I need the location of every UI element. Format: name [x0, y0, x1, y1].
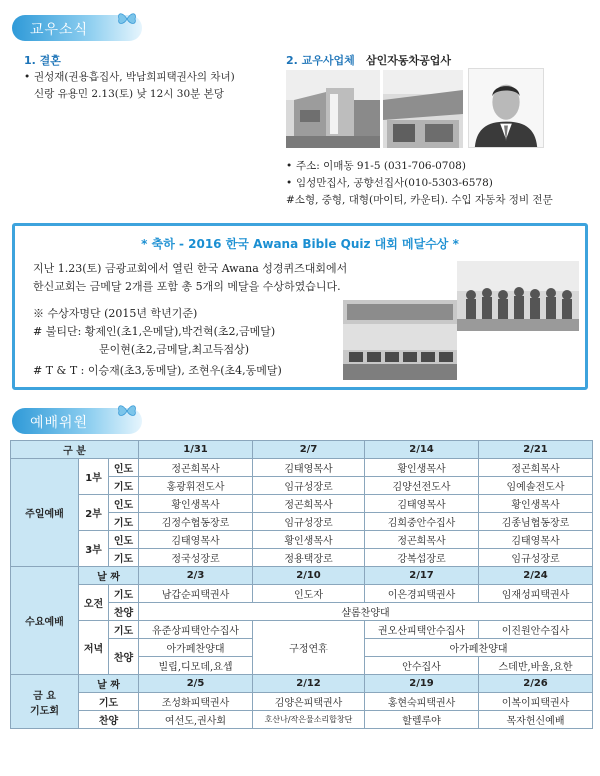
- table-row: [11, 585, 593, 603]
- role-label: 찬양: [109, 603, 139, 621]
- sunday-label: 주일예배: [11, 459, 79, 567]
- header-date: 2/21: [479, 441, 593, 459]
- table-cell: 정용택장로: [253, 549, 365, 567]
- worship-schedule-table: [10, 440, 593, 729]
- table-cell: 김희중안수집사: [365, 513, 479, 531]
- marriage-line2: 신랑 유용민 2.13(토) 낮 12시 30분 본당: [34, 88, 224, 100]
- table-row: [11, 567, 593, 585]
- date-label: 날 짜: [79, 675, 139, 693]
- award-title: * 축하 - 2016 한국 Awana Bible Quiz 대회 메달수상 *: [141, 237, 459, 251]
- table-cell: 아가페찬양대: [139, 639, 253, 657]
- table-cell: 김양은피택권사: [253, 693, 365, 711]
- marriage-heading: 1. 결혼: [24, 54, 61, 67]
- table-row: [11, 459, 593, 477]
- table-row: [11, 531, 593, 549]
- section-title: 교우소식: [30, 22, 89, 38]
- friday-date: 2/5: [139, 675, 253, 693]
- wednesday-date: 2/3: [139, 567, 253, 585]
- business-line-contact: • 임성만집사, 공향선집사(010-5303-6578): [286, 175, 586, 192]
- role-label: 인도: [109, 495, 139, 513]
- award-box: [12, 223, 588, 390]
- role-label: 기도: [79, 693, 139, 711]
- table-cell: 황인생목사: [479, 495, 593, 513]
- table-cell: 홍광휘전도사: [139, 477, 253, 495]
- part-label: 2부: [79, 495, 109, 531]
- table-cell: 조성화피택권사: [139, 693, 253, 711]
- table-cell: 이진원안수집사: [479, 621, 593, 639]
- butterfly-icon: [116, 402, 138, 420]
- table-cell: 할렐루야: [365, 711, 479, 729]
- friday-date: 2/26: [479, 675, 593, 693]
- table-cell: 임예솔전도사: [479, 477, 593, 495]
- table-cell: 황인생목사: [365, 459, 479, 477]
- business-name: 삼인자동차공업사: [366, 54, 452, 67]
- table-cell: 호산나/작은물소리합창단: [253, 711, 365, 729]
- business-line-address: • 주소: 이매동 91-5 (031-706-0708): [286, 158, 586, 175]
- table-cell: 스데반,바울,요한: [479, 657, 593, 675]
- role-label: 인도: [109, 531, 139, 549]
- table-cell: 안수집사: [365, 657, 479, 675]
- table-cell: 이은경피택권사: [365, 585, 479, 603]
- award-list-head: ※ 수상자명단 (2015년 학년기준): [33, 307, 198, 320]
- table-cell: 황인생목사: [253, 531, 365, 549]
- table-row: [11, 693, 593, 711]
- table-row: [11, 441, 593, 459]
- table-cell: 아가페찬양대: [365, 639, 593, 657]
- role-label: 기도: [109, 513, 139, 531]
- part-label: 1부: [79, 459, 109, 495]
- table-cell: 임재성피택권사: [479, 585, 593, 603]
- role-label: 인도: [109, 459, 139, 477]
- table-row: [11, 621, 593, 639]
- business-photo-1: [286, 70, 380, 148]
- table-cell: 김태영목사: [365, 495, 479, 513]
- section-title: 예배위원: [30, 415, 89, 431]
- table-cell: 임규성장로: [253, 477, 365, 495]
- friday-label: [11, 675, 79, 729]
- table-cell: 김태영목사: [253, 459, 365, 477]
- table-cell: 빌립,디모데,요셉: [139, 657, 253, 675]
- table-row: [11, 711, 593, 729]
- table-cell: 김태영목사: [479, 531, 593, 549]
- table-cell: 여선도,권사회: [139, 711, 253, 729]
- award-photo-group: [457, 261, 579, 331]
- table-cell: 정국성장로: [139, 549, 253, 567]
- role-label: 기도: [109, 477, 139, 495]
- wednesday-label: 수요예배: [11, 567, 79, 675]
- table-cell: 정곤희목사: [253, 495, 365, 513]
- butterfly-icon: [116, 10, 138, 28]
- award-para1: 지난 1.23(토) 금광교회에서 열린 한국 Awana 성경퀴즈대회에서: [33, 262, 348, 275]
- marriage-text: [24, 69, 274, 103]
- table-cell: 정곤희목사: [365, 531, 479, 549]
- table-cell: 황인생목사: [139, 495, 253, 513]
- friday-label-line1: 금 요: [33, 690, 56, 702]
- award-photo-ceremony: [343, 300, 457, 380]
- table-cell: 강복섭장로: [365, 549, 479, 567]
- table-cell: 목자헌신예배: [479, 711, 593, 729]
- morning-label: 오전: [79, 585, 109, 621]
- table-cell: 유준상피택안수집사: [139, 621, 253, 639]
- wednesday-date: 2/24: [479, 567, 593, 585]
- role-label: 찬양: [109, 639, 139, 675]
- table-cell: 이복이피택권사: [479, 693, 593, 711]
- award-line1: # 불티단: 황제인(초1,은메달),박건혁(초2,금메달): [33, 325, 276, 338]
- table-cell: 정곤희목사: [479, 459, 593, 477]
- header-date: 1/31: [139, 441, 253, 459]
- evening-label: 저녁: [79, 621, 109, 675]
- date-label: 날 짜: [79, 567, 139, 585]
- role-label: 기도: [109, 621, 139, 639]
- table-cell: 권오산피택안수집사: [365, 621, 479, 639]
- header-label: 구 분: [11, 441, 139, 459]
- table-cell: 임규성장로: [253, 513, 365, 531]
- role-label: 기도: [109, 549, 139, 567]
- friday-date: 2/12: [253, 675, 365, 693]
- award-line2: 문이현(초2,금메달,최고득점상): [99, 343, 250, 356]
- table-cell: 정곤희목사: [139, 459, 253, 477]
- owner-portrait-photo: [468, 68, 544, 148]
- business-info: [286, 158, 586, 209]
- role-label: 찬양: [79, 711, 139, 729]
- table-cell: 김종님협동장로: [479, 513, 593, 531]
- header-date: 2/14: [365, 441, 479, 459]
- wednesday-date: 2/17: [365, 567, 479, 585]
- wednesday-date: 2/10: [253, 567, 365, 585]
- award-para2: 한신교회는 금메달 2개를 포함 총 5개의 메달을 수상하였습니다.: [33, 280, 341, 293]
- table-cell: 인도자: [253, 585, 365, 603]
- table-cell: 홍현숙피택권사: [365, 693, 479, 711]
- table-row: [11, 495, 593, 513]
- table-cell: 샬롬찬양대: [139, 603, 593, 621]
- role-label: 기도: [109, 585, 139, 603]
- table-cell: 김태영목사: [139, 531, 253, 549]
- table-cell: 김정수협동장로: [139, 513, 253, 531]
- table-cell: 김양선전도사: [365, 477, 479, 495]
- award-line3: # T & T : 이승재(초3,동메달), 조현우(초4,동메달): [33, 364, 282, 377]
- part-label: 3부: [79, 531, 109, 567]
- business-photo-2: [383, 70, 463, 148]
- table-cell: 남갑순피택권사: [139, 585, 253, 603]
- marriage-line1: • 권성재(권용흡집사, 박남희피택권사의 차녀): [24, 69, 274, 86]
- table-cell: 임규성장로: [479, 549, 593, 567]
- business-note: #소형, 중형, 대형(마이티, 카운티). 수입 자동차 정비 전문: [286, 194, 553, 206]
- table-row: [11, 675, 593, 693]
- table-cell: 구정연휴: [253, 621, 365, 675]
- friday-label-line2: 기도회: [30, 705, 59, 717]
- friday-date: 2/19: [365, 675, 479, 693]
- header-date: 2/7: [253, 441, 365, 459]
- business-heading: 2. 교우사업체: [286, 54, 355, 67]
